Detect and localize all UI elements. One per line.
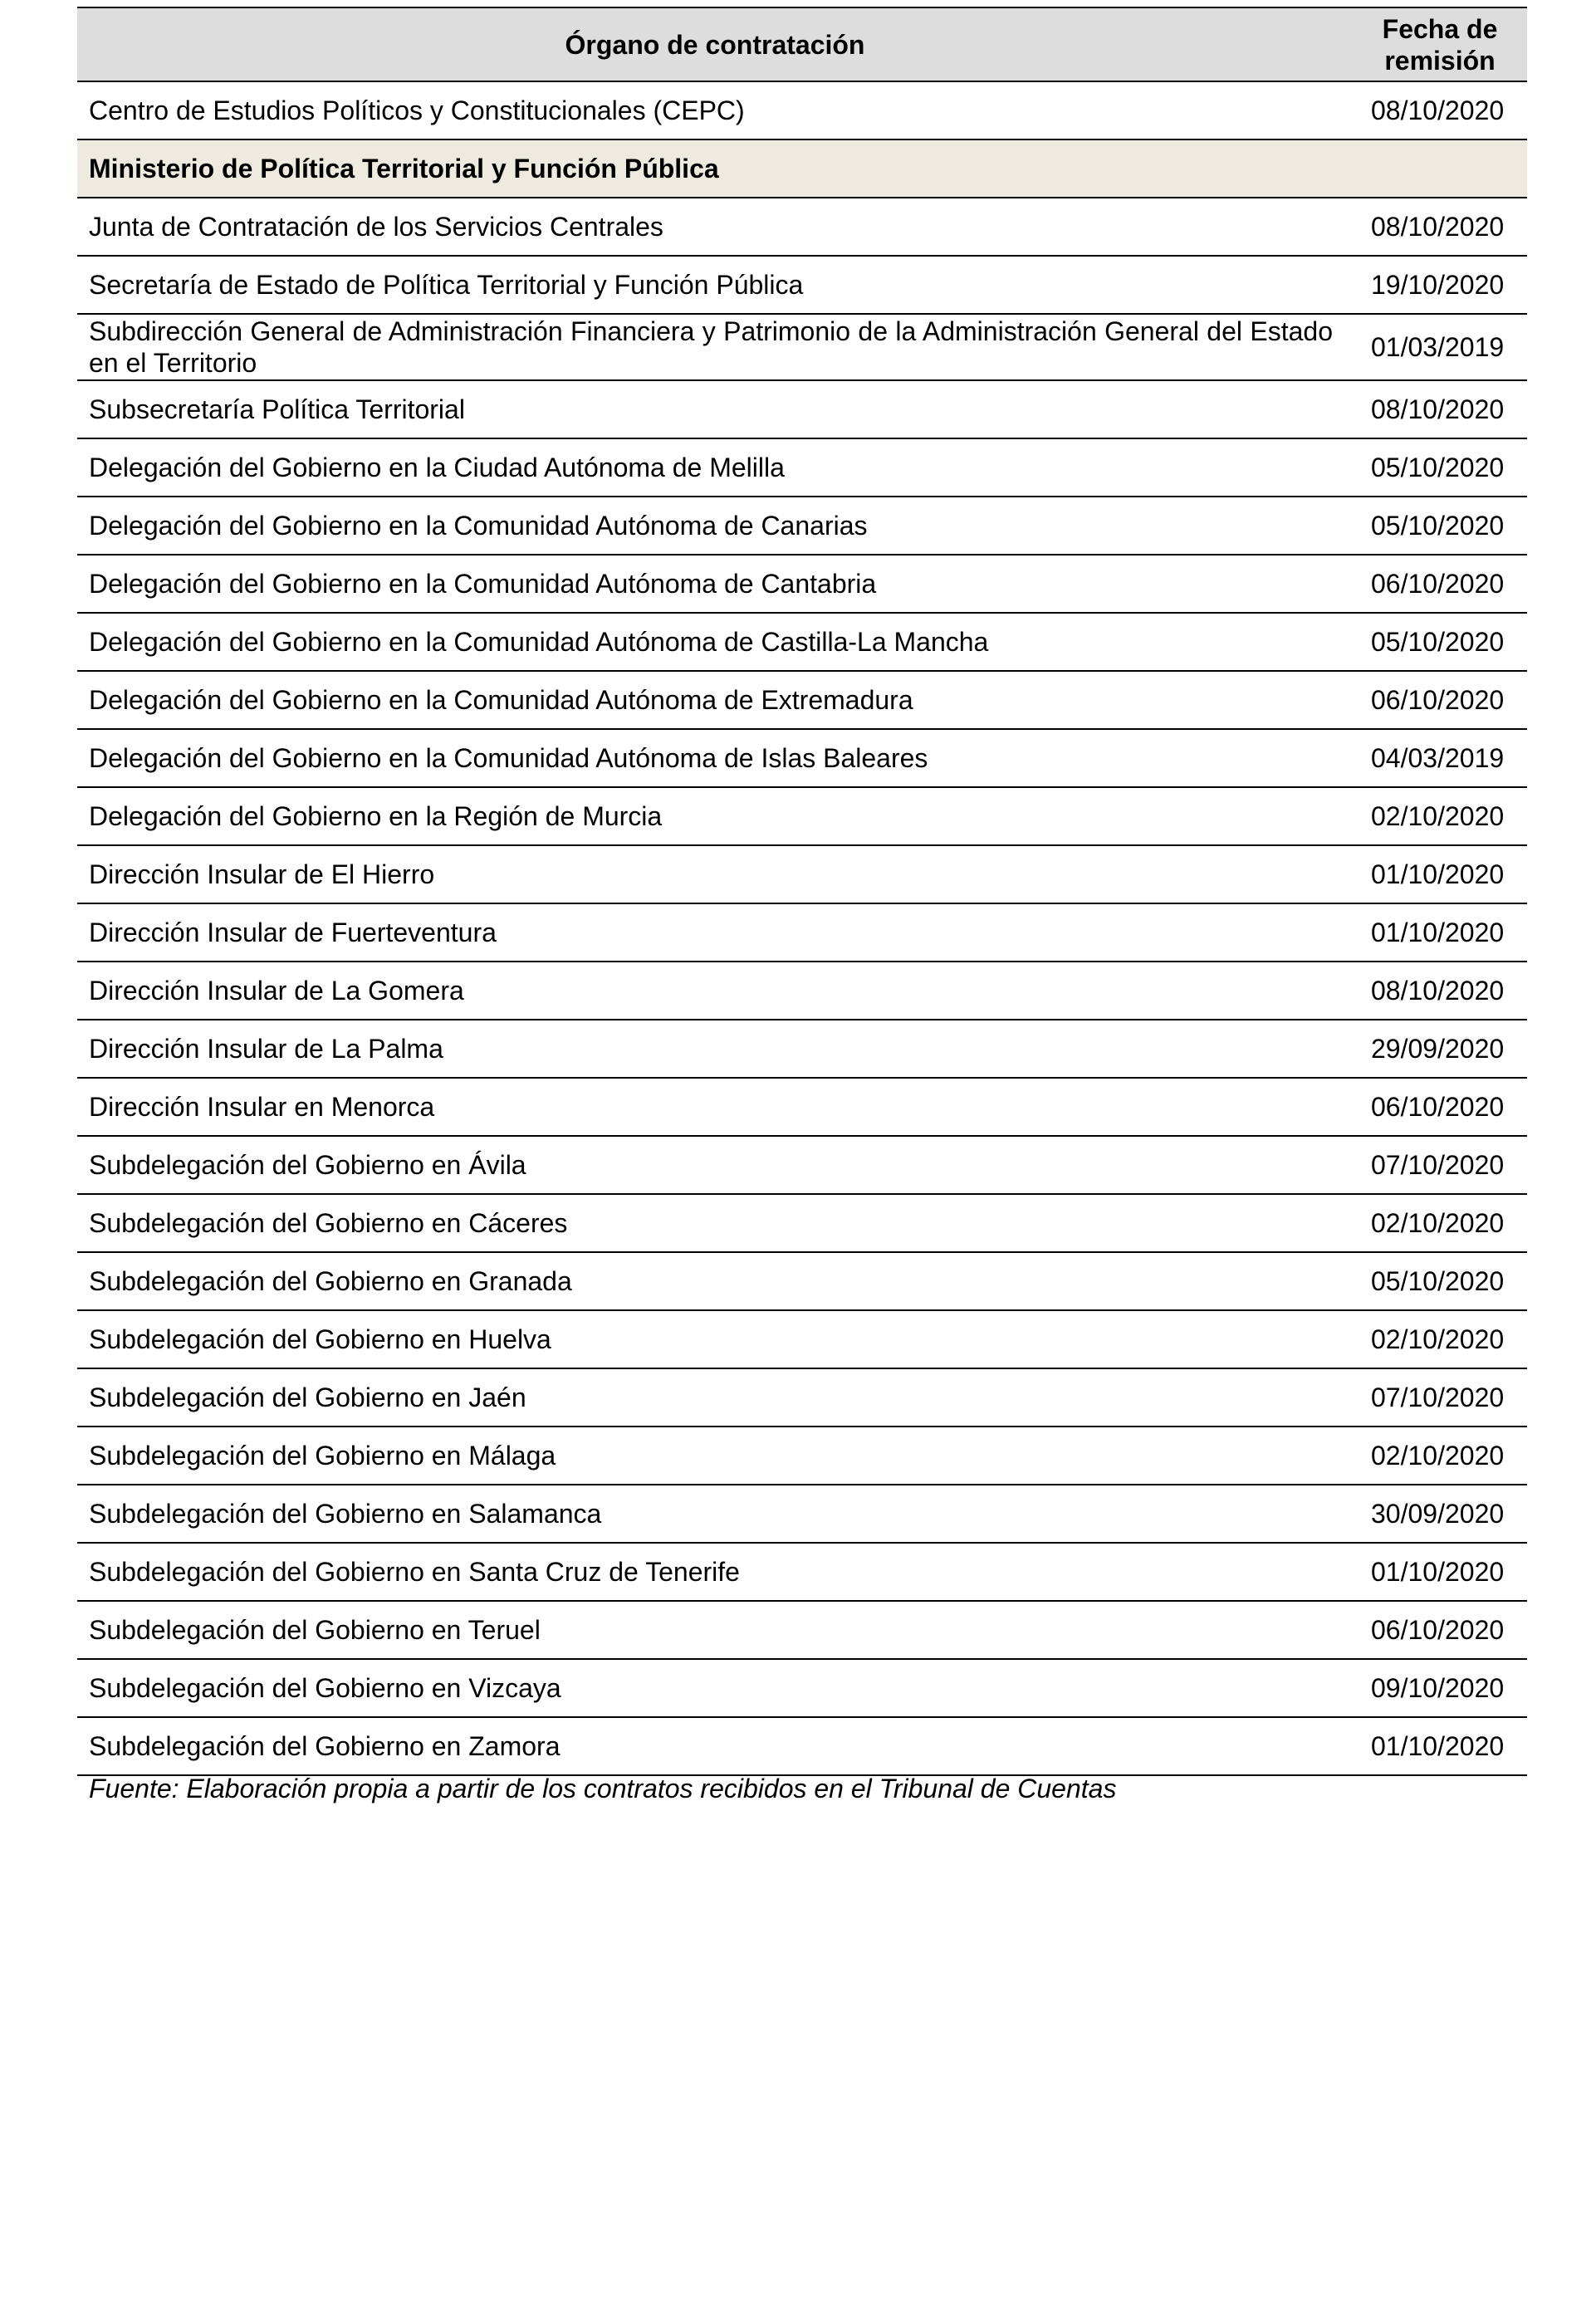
date-cell: 01/10/2020 [1371,918,1505,947]
organ-cell: Subdirección General de Administración Financiera y Patrimonio de la Administración General del Estado en el Territorio [89,316,1333,378]
table-row [77,198,1527,257]
table-row [77,788,1527,846]
table-row [77,1602,1527,1660]
table-row [77,1195,1527,1253]
table-row [77,315,1527,381]
table-row [77,1137,1527,1195]
organ-cell: Subdelegación del Gobierno en Ávila [89,1150,526,1180]
date-cell: 06/10/2020 [1371,1092,1505,1122]
table-row [77,1660,1527,1718]
date-cell: 01/10/2020 [1371,1731,1505,1761]
table-row [77,1079,1527,1137]
date-cell: 29/09/2020 [1371,1034,1505,1064]
date-cell: 30/09/2020 [1371,1499,1505,1529]
organ-cell: Secretaría de Estado de Política Territorial y Función Pública [89,270,804,300]
date-cell: 01/03/2019 [1371,332,1505,362]
date-cell: 08/10/2020 [1371,394,1505,424]
organ-cell: Ministerio de Política Territorial y Función Pública [89,154,719,184]
organ-cell: Subdelegación del Gobierno en Huelva [89,1324,551,1354]
organ-cell: Dirección Insular de La Gomera [89,976,464,1006]
date-cell: 02/10/2020 [1371,801,1505,831]
organ-cell: Subdelegación del Gobierno en Santa Cruz de Tenerife [89,1557,740,1587]
organ-cell: Subdelegación del Gobierno en Zamora [89,1731,561,1761]
header-date-line1: Fecha de [1382,13,1498,44]
date-cell: 02/10/2020 [1371,1441,1505,1471]
organ-cell: Dirección Insular en Menorca [89,1092,435,1122]
organ-cell: Subsecretaría Política Territorial [89,394,465,424]
date-cell: 19/10/2020 [1371,270,1505,300]
organ-cell: Subdelegación del Gobierno en Granada [89,1266,572,1296]
date-cell: 05/10/2020 [1371,1266,1505,1296]
organ-cell: Dirección Insular de La Palma [89,1034,443,1064]
table-row [77,1369,1527,1427]
organ-cell: Subdelegación del Gobierno en Málaga [89,1441,556,1471]
date-cell: 05/10/2020 [1371,627,1505,657]
table-row [77,730,1527,788]
date-cell: 02/10/2020 [1371,1208,1505,1238]
source-footnote: Fuente: Elaboración propia a partir de los contratos recibidos en el Tribunal de Cuentas [89,1774,1117,1803]
date-cell: 05/10/2020 [1371,511,1505,541]
organ-cell: Centro de Estudios Políticos y Constitucionales (CEPC) [89,95,745,125]
contracts-table [77,7,1527,1776]
table-row [77,846,1527,904]
table-row [77,962,1527,1020]
table-row [77,555,1527,614]
date-cell: 07/10/2020 [1371,1150,1505,1180]
table-row [77,381,1527,439]
date-cell: 04/03/2019 [1371,743,1505,773]
date-cell: 07/10/2020 [1371,1383,1505,1412]
table-row [77,1311,1527,1369]
date-cell: 06/10/2020 [1371,685,1505,715]
section-row [77,140,1527,198]
organ-cell: Delegación del Gobierno en la Comunidad Autónoma de Castilla-La Mancha [89,627,989,657]
organ-cell: Dirección Insular de Fuerteventura [89,918,497,947]
organ-cell: Delegación del Gobierno en la Comunidad Autónoma de Cantabria [89,569,877,599]
date-cell: 02/10/2020 [1371,1324,1505,1354]
date-cell: 08/10/2020 [1371,95,1505,125]
date-cell: 09/10/2020 [1371,1673,1505,1703]
organ-cell: Delegación del Gobierno en la Comunidad Autónoma de Canarias [89,511,868,541]
organ-cell: Delegación del Gobierno en la Región de Murcia [89,801,663,831]
date-cell: 01/10/2020 [1371,859,1505,889]
organ-cell: Subdelegación del Gobierno en Vizcaya [89,1673,561,1703]
organ-cell: Delegación del Gobierno en la Comunidad Autónoma de Extremadura [89,685,913,715]
date-cell: 01/10/2020 [1371,1557,1505,1587]
date-cell: 08/10/2020 [1371,976,1505,1006]
table-row [77,1253,1527,1311]
organ-cell: Dirección Insular de El Hierro [89,859,435,889]
table-row [77,614,1527,672]
organ-cell: Subdelegación del Gobierno en Jaén [89,1383,526,1412]
table-row [77,904,1527,962]
organ-cell: Delegación del Gobierno en la Ciudad Autónoma de Melilla [89,453,785,482]
organ-cell: Subdelegación del Gobierno en Salamanca [89,1499,602,1529]
table-body [77,82,1527,1776]
header-organ: Órgano de contratación [565,29,865,60]
date-cell: 08/10/2020 [1371,212,1505,242]
date-cell: 05/10/2020 [1371,453,1505,482]
table-row [77,1544,1527,1602]
organ-cell: Subdelegación del Gobierno en Cáceres [89,1208,568,1238]
table-header [77,8,1527,82]
date-cell: 06/10/2020 [1371,1615,1505,1645]
table-row [77,82,1527,140]
table-row [77,497,1527,555]
table-row [77,1020,1527,1079]
table-row [77,439,1527,497]
table-row [77,1485,1527,1544]
organ-cell: Delegación del Gobierno en la Comunidad Autónoma de Islas Baleares [89,743,928,773]
table-row [77,1427,1527,1485]
organ-cell: Junta de Contratación de los Servicios Centrales [89,212,663,242]
date-cell: 06/10/2020 [1371,569,1505,599]
table-row [77,1718,1527,1776]
header-date-line2: remisión [1384,45,1496,76]
table-row [77,672,1527,730]
table-row [77,257,1527,315]
organ-cell: Subdelegación del Gobierno en Teruel [89,1615,541,1645]
header-date [1353,13,1527,76]
